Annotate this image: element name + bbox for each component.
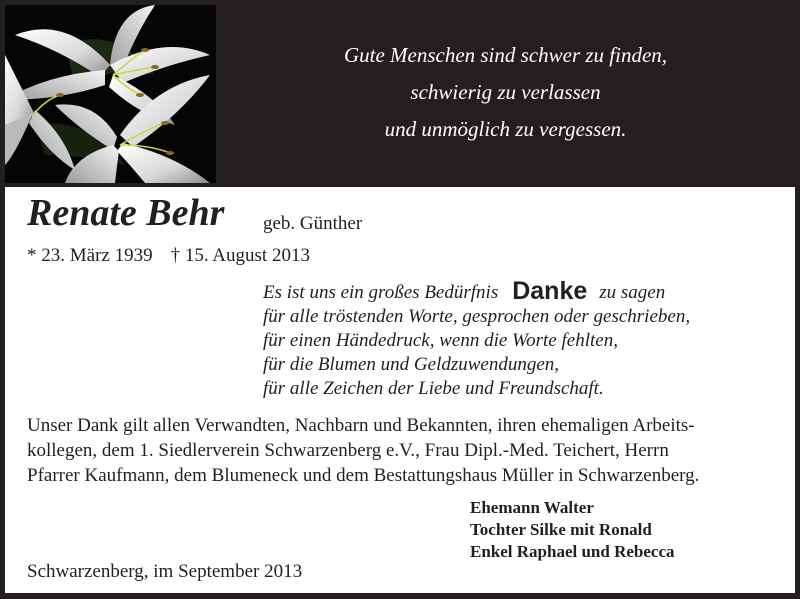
- header-band: [5, 5, 795, 183]
- family-member: Ehemann Walter: [470, 498, 594, 517]
- life-dates: [27, 245, 310, 267]
- thanks-intro-end: zu sagen: [599, 282, 666, 303]
- thanks-line: [263, 279, 783, 305]
- acknowledgement-line: Unser Dank gilt allen Verwandten, Nachbarn und Bekannten, ihren ehemaligen Arbeits-: [27, 415, 695, 436]
- decedent-name: Renate Behr: [27, 192, 225, 234]
- death-date: † 15. August 2013: [170, 245, 310, 266]
- birth-date: * 23. März 1939: [27, 245, 153, 266]
- thanks-line: für einen Händedruck, wenn die Worte fehlten,: [263, 330, 618, 351]
- memorial-quote: [216, 37, 795, 148]
- thanks-line: für die Blumen und Geldzuwendungen,: [263, 354, 560, 375]
- notice-card: [5, 187, 795, 593]
- quote-line: Gute Menschen sind schwer zu finden,: [343, 43, 668, 67]
- acknowledgement-line: Pfarrer Kaufmann, dem Blumeneck und dem Bestattungshaus Müller in Schwarzenberg.: [27, 465, 700, 486]
- maiden-name: geb. Günther: [263, 213, 363, 234]
- place-date: Schwarzenberg, im September 2013: [27, 561, 303, 582]
- thanks-line: für alle Zeichen der Liebe und Freundschaft.: [263, 378, 604, 399]
- thanks-text: [263, 279, 783, 401]
- acknowledgement-paragraph: [27, 413, 787, 488]
- thanks-intro: Es ist uns ein großes Bedürfnis: [263, 282, 499, 303]
- thanks-line: für alle tröstenden Worte, gesprochen oder geschrieben,: [263, 306, 691, 327]
- white-lilies-image: [5, 5, 216, 183]
- acknowledgement-line: kollegen, dem 1. Siedlerverein Schwarzenberg e.V., Frau Dipl.-Med. Teichert, Herrn: [27, 440, 669, 461]
- danke-highlight: Danke: [512, 277, 588, 305]
- family-signature: [470, 497, 675, 563]
- family-member: Enkel Raphael und Rebecca: [470, 542, 675, 561]
- quote-line: und unmöglich zu vergessen.: [384, 117, 627, 141]
- family-member: Tochter Silke mit Ronald: [470, 520, 652, 539]
- quote-line: schwierig zu verlassen: [410, 80, 601, 104]
